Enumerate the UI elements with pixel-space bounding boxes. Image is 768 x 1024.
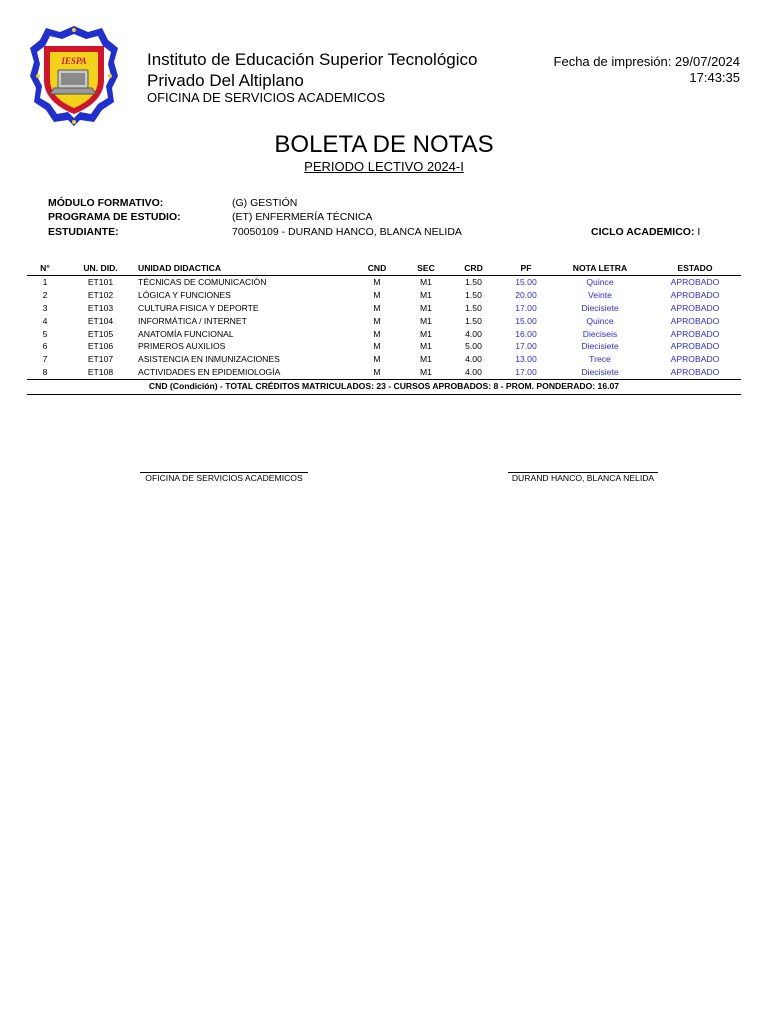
- table-row: [27, 353, 741, 366]
- row-sec: M1: [420, 277, 432, 288]
- print-date: Fecha de impresión: 29/07/2024: [553, 54, 740, 69]
- logo-text: IESPA: [61, 56, 87, 66]
- row-status: APROBADO: [670, 366, 720, 377]
- row-crd: 1.50: [465, 315, 482, 326]
- row-grade-letter: Diecisiete: [581, 341, 619, 352]
- row-unit: ACTIVIDADES EN EPIDEMIOLOGÍA: [138, 366, 281, 377]
- table-row: [27, 276, 741, 289]
- row-sec: M1: [420, 366, 432, 377]
- row-num: 4: [42, 315, 48, 326]
- row-code: ET101: [87, 277, 114, 288]
- row-unit: TÉCNICAS DE COMUNICACIÓN: [138, 277, 267, 288]
- row-status: APROBADO: [670, 354, 720, 365]
- row-pf: 17.00: [515, 341, 537, 352]
- row-grade-letter: Veinte: [588, 290, 612, 301]
- row-num: 3: [42, 302, 48, 313]
- table-row: [27, 302, 741, 315]
- col-header-crd: CRD: [446, 261, 501, 276]
- row-cnd: M: [373, 354, 381, 365]
- row-code: ET105: [87, 328, 114, 339]
- ciclo-label: CICLO ACADEMICO:: [591, 226, 695, 238]
- document-title: BOLETA DE NOTAS: [274, 131, 494, 158]
- modulo-label: MÓDULO FORMATIVO:: [48, 197, 164, 209]
- table-row: [27, 289, 741, 302]
- col-header-status: ESTADO: [649, 261, 741, 276]
- row-grade-letter: Quince: [586, 315, 614, 326]
- row-sec: M1: [420, 290, 432, 301]
- col-header-sec: SEC: [406, 261, 446, 276]
- signature-student: DURAND HANCO, BLANCA NELIDA: [508, 472, 658, 483]
- table-row: [27, 314, 741, 327]
- row-unit: LÓGICA Y FUNCIONES: [138, 290, 231, 301]
- estudiante-value: 70050109 - DURAND HANCO, BLANCA NELIDA: [232, 226, 462, 238]
- table-row: [27, 327, 741, 340]
- row-cnd: M: [373, 315, 381, 326]
- row-cnd: M: [373, 366, 381, 377]
- table-header-row: [27, 261, 741, 276]
- row-num: 8: [42, 366, 48, 377]
- period-text: PERIODO LECTIVO 2024-I: [304, 159, 464, 174]
- ciclo-block: [591, 226, 700, 238]
- row-unit: INFORMÁTICA / INTERNET: [138, 315, 247, 326]
- row-status: APROBADO: [670, 277, 720, 288]
- institution-line2: Privado Del Altiplano: [147, 71, 304, 90]
- row-pf: 13.00: [515, 354, 537, 365]
- row-code: ET102: [87, 290, 114, 301]
- col-header-grade-letter: NOTA LETRA: [551, 261, 649, 276]
- row-num: 6: [42, 341, 48, 352]
- programa-value: (ET) ENFERMERÍA TÉCNICA: [232, 211, 373, 223]
- row-code: ET104: [87, 315, 114, 326]
- row-grade-letter: Quince: [586, 277, 614, 288]
- row-unit: ASISTENCIA EN INMUNIZACIONES: [138, 354, 280, 365]
- row-sec: M1: [420, 328, 432, 339]
- row-cnd: M: [373, 290, 381, 301]
- row-pf: 17.00: [515, 302, 537, 313]
- row-unit: CULTURA FISICA Y DEPORTE: [138, 302, 259, 313]
- row-unit: PRIMEROS AUXILIOS: [138, 341, 226, 352]
- row-cnd: M: [373, 328, 381, 339]
- institution-logo: [28, 24, 120, 128]
- row-cnd: M: [373, 341, 381, 352]
- row-crd: 1.50: [465, 277, 482, 288]
- office-name: OFICINA DE SERVICIOS ACADEMICOS: [147, 90, 386, 105]
- row-code: ET107: [87, 354, 114, 365]
- row-unit: ANATOMÍA FUNCIONAL: [138, 328, 234, 339]
- row-status: APROBADO: [670, 328, 720, 339]
- row-crd: 1.50: [465, 302, 482, 313]
- row-num: 2: [42, 290, 48, 301]
- row-num: 7: [42, 354, 48, 365]
- row-sec: M1: [420, 302, 432, 313]
- row-pf: 20.00: [515, 290, 537, 301]
- modulo-value: (G) GESTIÓN: [232, 197, 298, 209]
- row-crd: 4.00: [465, 366, 482, 377]
- col-header-unit: UNIDAD DIDACTICA: [138, 261, 348, 276]
- row-pf: 16.00: [515, 328, 537, 339]
- row-pf: 15.00: [515, 315, 537, 326]
- row-crd: 1.50: [465, 290, 482, 301]
- row-num: 5: [42, 328, 48, 339]
- institution-name: [147, 49, 477, 91]
- row-sec: M1: [420, 341, 432, 352]
- row-sec: M1: [420, 315, 432, 326]
- row-status: APROBADO: [670, 315, 720, 326]
- row-code: ET108: [87, 366, 114, 377]
- programa-label: PROGRAMA DE ESTUDIO:: [48, 211, 181, 223]
- col-header-cnd: CND: [348, 261, 406, 276]
- row-crd: 4.00: [465, 354, 482, 365]
- row-grade-letter: Dieciseis: [582, 328, 618, 339]
- row-code: ET106: [87, 341, 114, 352]
- estudiante-label: ESTUDIANTE:: [48, 226, 119, 238]
- signature-office: OFICINA DE SERVICIOS ACADEMICOS: [140, 472, 308, 483]
- row-sec: M1: [420, 354, 432, 365]
- row-cnd: M: [373, 302, 381, 313]
- ciclo-value: I: [697, 226, 701, 238]
- grades-table: [27, 261, 741, 378]
- row-crd: 5.00: [465, 341, 482, 352]
- row-num: 1: [42, 277, 48, 288]
- row-status: APROBADO: [670, 302, 720, 313]
- row-crd: 4.00: [465, 328, 482, 339]
- row-code: ET103: [87, 302, 114, 313]
- col-header-pf: PF: [501, 261, 551, 276]
- table-row: [27, 340, 741, 353]
- col-header-num: N°: [27, 261, 63, 276]
- row-cnd: M: [373, 277, 381, 288]
- institution-line1: Instituto de Educación Superior Tecnológico: [147, 50, 478, 69]
- print-time: 17:43:35: [689, 70, 740, 85]
- row-pf: 17.00: [515, 366, 537, 377]
- table-summary: CND (Condición) - TOTAL CRÉDITOS MATRICULADOS: 23 - CURSOS APROBADOS: 8 - PROM. PONDERADO: 16.07: [27, 379, 741, 395]
- row-pf: 15.00: [515, 277, 537, 288]
- row-grade-letter: Diecisiete: [581, 366, 619, 377]
- print-date-block: [520, 54, 740, 86]
- col-header-code: UN. DID.: [63, 261, 138, 276]
- row-status: APROBADO: [670, 290, 720, 301]
- row-status: APROBADO: [670, 341, 720, 352]
- row-grade-letter: Trece: [589, 354, 611, 365]
- document-period: [0, 159, 768, 174]
- row-grade-letter: Diecisiete: [581, 302, 619, 313]
- table-row: [27, 366, 741, 379]
